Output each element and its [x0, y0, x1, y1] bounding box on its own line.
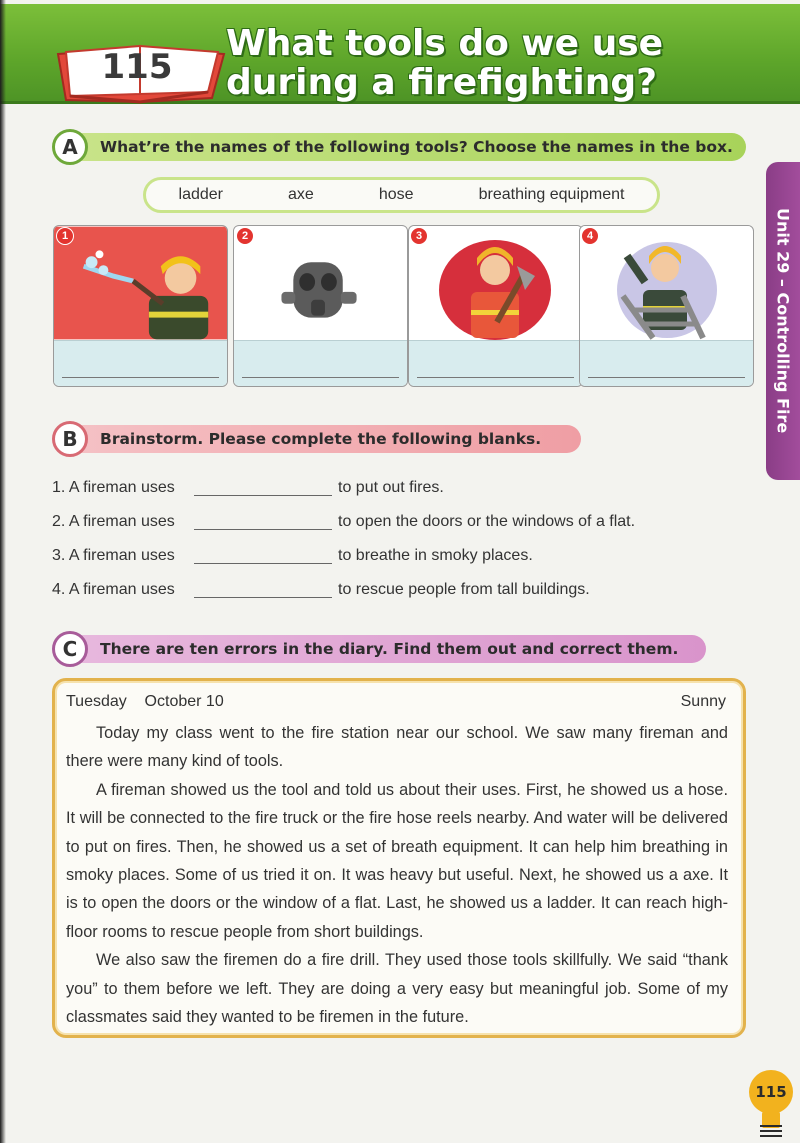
blank-sentence-3: [52, 547, 672, 569]
answer-area-3[interactable]: [409, 340, 582, 387]
section-a-instruction: What’re the names of the following tools? Choose the names in the box.: [100, 138, 733, 156]
blank-line[interactable]: [194, 597, 332, 598]
lesson-number: 115: [101, 47, 173, 87]
page-title: [226, 24, 786, 102]
blank-line[interactable]: [194, 495, 332, 496]
sentence-start: 2. A fireman uses: [52, 513, 175, 530]
picture-number-3: 3: [410, 227, 428, 245]
sentence-end: to rescue people from tall buildings.: [338, 581, 590, 598]
picture-card-2: [233, 225, 408, 387]
picture-number-1: 1: [56, 227, 74, 245]
section-c-instruction: There are ten errors in the diary. Find them out and correct them.: [100, 640, 679, 658]
word-box: [143, 177, 660, 213]
diary-weather: Sunny: [680, 693, 726, 710]
word-box-item: axe: [288, 186, 314, 203]
firefighter-with-hose-icon: [54, 226, 227, 340]
section-c-letter: C: [52, 631, 88, 667]
answer-area-1[interactable]: [54, 340, 227, 387]
word-box-item: breathing equipment: [478, 186, 625, 203]
section-b-instruction: Brainstorm. Please complete the following blanks.: [100, 430, 542, 448]
word-box-item: ladder: [178, 186, 223, 203]
picture-card-4: [579, 225, 754, 387]
diary-paragraph: Today my class went to the fire station near our school. We saw many fireman and there were many kind of tools.: [66, 724, 728, 771]
title-line-1: What tools do we use: [226, 23, 664, 64]
picture-card-1: [53, 225, 228, 387]
sentence-end: to put out fires.: [338, 479, 444, 496]
diary-paragraph: We also saw the firemen do a fire drill. They used those tools skillfully. We said “thank you” to them before we left. They are doing a very easy but meaningful job. Some of my classmates said they wanted to be firemen in the future.: [66, 951, 728, 1027]
blank-sentence-1: [52, 479, 672, 501]
blank-line[interactable]: [194, 563, 332, 564]
picture-card-3: [408, 225, 583, 387]
blank-line[interactable]: [194, 529, 332, 530]
section-b-letter: B: [52, 421, 88, 457]
gas-mask-icon: [234, 226, 407, 340]
blank-sentence-2: [52, 513, 672, 535]
sentence-start: 4. A fireman uses: [52, 581, 175, 598]
answer-area-2[interactable]: [234, 340, 407, 387]
firefighter-with-axe-icon: [409, 226, 582, 340]
picture-number-4: 4: [581, 227, 599, 245]
answer-area-4[interactable]: [580, 340, 753, 387]
section-a-header: [56, 133, 746, 161]
unit-side-tab-label: Unit 29 – Controlling Fire: [773, 208, 793, 434]
sentence-end: to open the doors or the windows of a flat.: [338, 513, 636, 530]
sentence-start: 3. A fireman uses: [52, 547, 175, 564]
lightbulb-icon: [748, 1068, 794, 1138]
diary-text: [66, 719, 728, 1031]
sentence-end: to breathe in smoky places.: [338, 547, 533, 564]
page-binding-shadow: [0, 0, 6, 1143]
firefighter-on-ladder-icon: [580, 226, 753, 340]
title-line-2: during a firefighting?: [226, 62, 658, 103]
blank-sentence-4: [52, 581, 672, 603]
word-box-item: hose: [378, 186, 414, 203]
diary-paragraph: A fireman showed us the tool and told us about their uses. First, he showed us a hose. It will be connected to the fire truck or the fire hose reels nearby. And water will be delivered to put on fires. Then, he showed us a set of breath equipment. It can help him breathing in smoky places. Some of us tried it on. It was heavy but useful. Next, he showed us a axe. It is to open the doors or the window of a flat. Last, he showed us a ladder. It can reach high-floor rooms to rescue people from short buildings.: [66, 780, 728, 941]
section-a-letter: A: [52, 129, 88, 165]
diary-date: Tuesday October 10: [66, 693, 224, 710]
picture-number-2: 2: [236, 227, 254, 245]
page-number: 115: [755, 1083, 787, 1101]
section-c-header: [56, 635, 706, 663]
section-b-header: [56, 425, 581, 453]
sentence-start: 1. A fireman uses: [52, 479, 175, 496]
